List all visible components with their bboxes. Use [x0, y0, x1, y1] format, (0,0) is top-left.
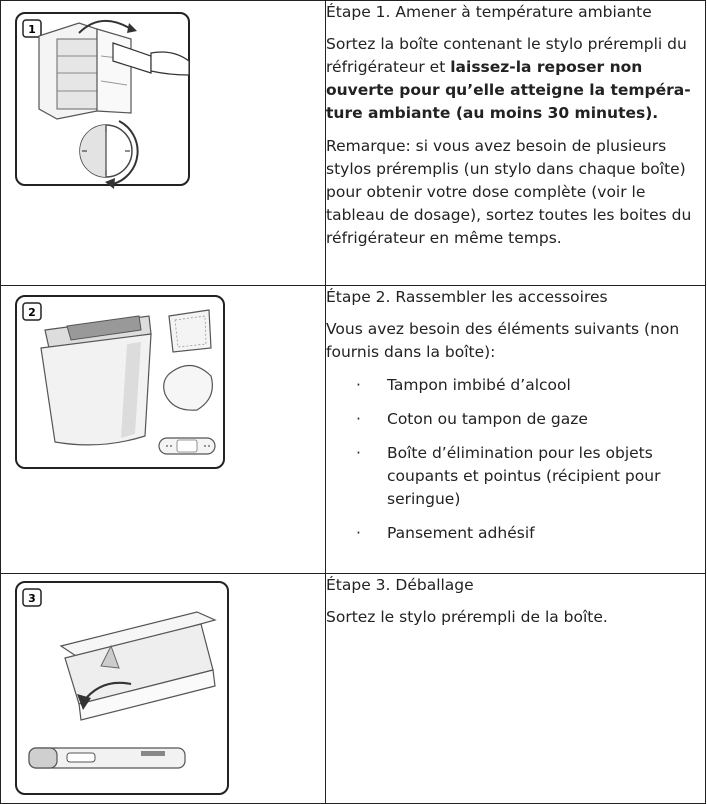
bullet-icon: · — [356, 410, 361, 428]
list-item — [356, 408, 705, 431]
step-row-1 — [1, 1, 706, 286]
list-item-text: Coton ou tampon de gaze — [387, 410, 588, 428]
bullet-icon: · — [356, 524, 361, 542]
step-3-illustration-cell — [1, 574, 326, 804]
list-item-text: Pansement adhésif — [387, 524, 535, 542]
bullet-icon: · — [356, 376, 361, 394]
step-2-text-cell — [326, 286, 706, 574]
step-2-illustration-cell — [1, 286, 326, 574]
step-1-text-cell — [326, 1, 706, 286]
step-1-illustration-cell — [1, 1, 326, 286]
list-item-text: Tampon imbibé d’alcool — [387, 376, 571, 394]
list-item — [356, 374, 705, 397]
step-1-instruction — [326, 33, 705, 125]
pen-window — [67, 753, 95, 762]
step-2-title: Étape 2. Rassembler les accessoires — [326, 288, 608, 306]
step-3-text-cell — [326, 574, 706, 804]
fridge-illustration — [1, 1, 325, 285]
bullet-icon: · — [356, 444, 361, 462]
step-1-title: Étape 1. Amener à température ambiante — [326, 3, 652, 21]
step-3-title: Étape 3. Déballage — [326, 576, 474, 594]
cotton-ball-icon — [164, 365, 213, 410]
step-row-2 — [1, 286, 706, 574]
step-1-note: Remarque: si vous avez besoin de plusieurs stylos préremplis (un stylo dans chaque boîte) pour obtenir votre dose complète (voir le tableau de dosage), sortez toutes les boites du réfrigérateur en même temps. — [326, 137, 692, 247]
list-item — [356, 522, 705, 545]
step-3-instruction: Sortez le stylo prérempli de la boîte. — [326, 608, 608, 626]
step-2-intro: Vous avez besoin des éléments suivants (non fournis dans la boîte): — [326, 320, 680, 361]
list-item-text: Boîte d’élimination pour les objets coupants et pointus (récipient pour seringue) — [387, 444, 661, 508]
fridge-interior — [57, 39, 97, 109]
fridge-door — [97, 29, 131, 113]
step-2-badge: 2 — [28, 306, 36, 319]
step-3-badge: 3 — [28, 592, 36, 605]
step-1-badge: 1 — [28, 23, 36, 36]
unpacking-illustration — [1, 574, 325, 803]
accessories-list — [326, 374, 705, 545]
step-1-intro: Sortez la boîte contenant le stylo prérempli du réfrigérateur et — [326, 35, 687, 76]
step-row-3 — [1, 574, 706, 804]
accessories-illustration — [1, 286, 325, 573]
list-item — [356, 442, 705, 511]
step-1-bold-instruction: laissez-la reposer non ouverte pour qu’elle atteigne la tempéra-ture ambiante (au moins 30 minutes). — [326, 58, 691, 122]
